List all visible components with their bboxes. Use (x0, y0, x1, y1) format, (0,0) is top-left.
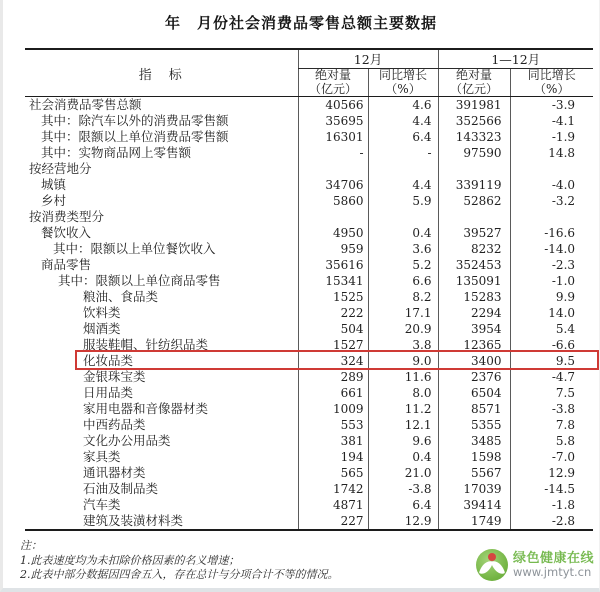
row-value: 4.4 (368, 177, 438, 193)
table-row (25, 497, 593, 513)
brand-url[interactable]: www.jmtyt.cn (512, 565, 592, 579)
row-label: 家用电器和音像器材类 (83, 401, 209, 416)
row-label: 建筑及装潢材料类 (83, 513, 184, 528)
row-value: 1525 (298, 289, 368, 305)
row-value: 3954 (438, 321, 510, 337)
watermark-text (513, 551, 594, 579)
row-value: 17.1 (368, 305, 438, 321)
table-row (25, 257, 593, 273)
column-header-line: 绝对量 (455, 68, 492, 82)
table-wrap (25, 48, 593, 531)
row-label: 其中：限额以上单位消费品零售额 (41, 129, 229, 144)
table-row (25, 225, 593, 241)
row-value: 1742 (298, 481, 368, 497)
row-value: 227 (298, 513, 368, 530)
table-row (25, 305, 593, 321)
row-label: 化妆品类 (83, 353, 134, 368)
data-table (25, 48, 593, 531)
row-value: 565 (298, 465, 368, 481)
row-label: 其中：实物商品网上零售额 (41, 145, 192, 160)
table-row (25, 513, 593, 530)
row-value: 143323 (438, 129, 510, 145)
row-value: -4.1 (510, 113, 593, 129)
row-value (368, 161, 438, 177)
table-row (25, 97, 593, 114)
row-value: 9.0 (368, 353, 438, 369)
table-row (25, 369, 593, 385)
table-row (25, 385, 593, 401)
row-value: 1598 (438, 449, 510, 465)
row-value (298, 161, 368, 177)
table-row (25, 353, 593, 369)
column-header-line: （亿元） (449, 81, 498, 96)
table-body (25, 97, 593, 531)
row-value: 222 (298, 305, 368, 321)
row-value: 6504 (438, 385, 510, 401)
row-value: 52862 (438, 193, 510, 209)
row-value: 0.4 (368, 449, 438, 465)
notes (20, 539, 339, 583)
row-value: 9.6 (368, 433, 438, 449)
row-value: 3.6 (368, 241, 438, 257)
row-label: 其中：除汽车以外的消费品零售额 (41, 113, 229, 128)
row-value: 15341 (298, 273, 368, 289)
row-value: 194 (298, 449, 368, 465)
row-value: 40566 (298, 97, 368, 114)
row-value: 1749 (438, 513, 510, 530)
table-row (25, 273, 593, 289)
row-value: 35695 (298, 113, 368, 129)
row-value: -2.3 (510, 257, 593, 273)
row-value: 381 (298, 433, 368, 449)
page-title: 年 月份社会消费品零售总额主要数据 (164, 14, 437, 32)
watermark[interactable] (476, 549, 594, 581)
column-header-line: 绝对量 (314, 68, 351, 82)
row-value: 5.9 (368, 193, 438, 209)
row-label: 家具类 (83, 449, 121, 464)
column-header-dec-yoy (368, 69, 438, 97)
row-value: 4871 (298, 497, 368, 513)
row-value: 959 (298, 241, 368, 257)
row-value: 11.6 (368, 369, 438, 385)
row-label: 其中：限额以上单位餐饮收入 (53, 241, 216, 256)
row-label: 餐饮收入 (41, 225, 92, 240)
row-value: 7.5 (510, 385, 593, 401)
row-value (510, 209, 593, 225)
row-value (298, 209, 368, 225)
row-value: -6.6 (510, 337, 593, 353)
row-value: 5.8 (510, 433, 593, 449)
row-value: 5.2 (368, 257, 438, 273)
row-value: 21.0 (368, 465, 438, 481)
row-value (368, 209, 438, 225)
row-value: -4.0 (510, 177, 593, 193)
table-row (25, 241, 593, 257)
table-row (25, 465, 593, 481)
row-value: -1.9 (510, 129, 593, 145)
row-value: -2.8 (510, 513, 593, 530)
row-label: 金银珠宝类 (83, 369, 146, 384)
row-value: 35616 (298, 257, 368, 273)
column-group-jan-to-dec: 1—12月 (438, 49, 593, 69)
row-value: 3.8 (368, 337, 438, 353)
row-label: 社会消费品零售总额 (29, 97, 142, 112)
row-value: 5.4 (510, 321, 593, 337)
row-value: 8232 (438, 241, 510, 257)
row-value: 289 (298, 369, 368, 385)
row-value (510, 161, 593, 177)
table-row (25, 449, 593, 465)
row-value: -14.0 (510, 241, 593, 257)
table-row (25, 177, 593, 193)
column-header-line: 同比增长 (527, 68, 576, 82)
row-value: 12.9 (368, 513, 438, 530)
row-value: 12.1 (368, 417, 438, 433)
row-value: 8.0 (368, 385, 438, 401)
row-label: 商品零售 (41, 257, 92, 272)
header-group-row (25, 49, 593, 69)
table-row (25, 481, 593, 497)
row-value: 7.8 (510, 417, 593, 433)
row-value: 1527 (298, 337, 368, 353)
table-row (25, 417, 593, 433)
note-line-2: 2.此表中部分数据因四舍五入，存在总计与分项合计不等的情况。 (20, 568, 339, 581)
row-value: 391981 (438, 97, 510, 114)
column-header-ytd-yoy (510, 69, 593, 97)
table-row (25, 129, 593, 145)
row-value: 135091 (438, 273, 510, 289)
row-value: 1009 (298, 401, 368, 417)
row-value: 2376 (438, 369, 510, 385)
row-value: 15283 (438, 289, 510, 305)
table-row (25, 161, 593, 177)
row-value: 661 (298, 385, 368, 401)
row-label: 文化办公用品类 (83, 433, 171, 448)
row-value: -3.2 (510, 193, 593, 209)
row-value: 12.9 (510, 465, 593, 481)
column-header-line: （亿元） (308, 81, 357, 96)
row-value: 39414 (438, 497, 510, 513)
row-label: 粮油、食品类 (83, 289, 159, 304)
row-value: 4950 (298, 225, 368, 241)
row-value: -16.6 (510, 225, 593, 241)
table-row (25, 289, 593, 305)
row-value: -3.8 (368, 481, 438, 497)
indicator-column-header: 指 标 (25, 49, 298, 97)
row-value (438, 209, 510, 225)
row-label: 乡村 (41, 193, 67, 208)
row-value: 3485 (438, 433, 510, 449)
column-header-line: （%） (534, 81, 570, 96)
table-row (25, 113, 593, 129)
row-value: 8571 (438, 401, 510, 417)
brand-name: 绿色健康在线 (512, 551, 594, 566)
row-value: 14.8 (510, 145, 593, 161)
row-label: 通讯器材类 (83, 465, 146, 480)
table-row (25, 401, 593, 417)
logo-leaf-right (491, 559, 505, 576)
table-row (25, 337, 593, 353)
row-value: 6.4 (368, 129, 438, 145)
row-label: 日用品类 (83, 385, 134, 400)
row-value: 39527 (438, 225, 510, 241)
row-value: -4.7 (510, 369, 593, 385)
row-label: 按消费类型分 (29, 209, 105, 224)
row-value: 324 (298, 353, 368, 369)
row-value: 504 (298, 321, 368, 337)
row-value: 17039 (438, 481, 510, 497)
column-header-line: 同比增长 (378, 68, 427, 82)
row-label: 饮料类 (83, 305, 121, 320)
row-value: 339119 (438, 177, 510, 193)
row-value: - (298, 145, 368, 161)
row-value: 9.5 (510, 353, 593, 369)
row-value: 20.9 (368, 321, 438, 337)
row-value: -1.8 (510, 497, 593, 513)
notes-heading: 注： (20, 539, 42, 552)
column-header-line: （%） (385, 81, 421, 96)
table-row (25, 193, 593, 209)
column-header-dec-absolute (298, 69, 368, 97)
row-label: 其中：限额以上单位商品零售 (58, 273, 221, 288)
row-value: 5355 (438, 417, 510, 433)
table-row (25, 145, 593, 161)
row-label: 烟酒类 (83, 321, 121, 336)
row-value: 14.0 (510, 305, 593, 321)
row-value: 12365 (438, 337, 510, 353)
row-label: 服装鞋帽、针纺织品类 (83, 337, 209, 352)
row-label: 按经营地分 (29, 161, 92, 176)
row-value: 9.9 (510, 289, 593, 305)
logo-red-dot (488, 553, 496, 561)
table-row (25, 209, 593, 225)
row-value: 3400 (438, 353, 510, 369)
table-row (25, 321, 593, 337)
row-value: -14.5 (510, 481, 593, 497)
row-value: 8.2 (368, 289, 438, 305)
row-value: 6.6 (368, 273, 438, 289)
row-value: 16301 (298, 129, 368, 145)
row-value: 352566 (438, 113, 510, 129)
table-row (25, 433, 593, 449)
row-label: 石油及制品类 (83, 481, 159, 496)
row-label: 汽车类 (83, 497, 121, 512)
row-value: 352453 (438, 257, 510, 273)
row-value: - (368, 145, 438, 161)
row-value: 6.4 (368, 497, 438, 513)
row-value: 34706 (298, 177, 368, 193)
column-group-december: 12月 (298, 49, 438, 69)
row-value: -1.0 (510, 273, 593, 289)
row-value: 553 (298, 417, 368, 433)
row-label: 城镇 (41, 177, 67, 192)
note-line-1: 1.此表速度均为未扣除价格因素的名义增速； (20, 553, 240, 567)
row-value: 11.2 (368, 401, 438, 417)
row-value: 2294 (438, 305, 510, 321)
row-value: 4.6 (368, 97, 438, 114)
row-value: -7.0 (510, 449, 593, 465)
row-value (438, 161, 510, 177)
table-header (25, 49, 593, 97)
row-value: -3.8 (510, 401, 593, 417)
brand-logo-icon (476, 549, 508, 581)
row-value: 4.4 (368, 113, 438, 129)
row-label: 中西药品类 (83, 417, 146, 432)
row-value: 5860 (298, 193, 368, 209)
row-value: 0.4 (368, 225, 438, 241)
row-value: 5567 (438, 465, 510, 481)
row-value: -3.9 (510, 97, 593, 114)
row-value: 97590 (438, 145, 510, 161)
column-header-ytd-absolute (438, 69, 510, 97)
